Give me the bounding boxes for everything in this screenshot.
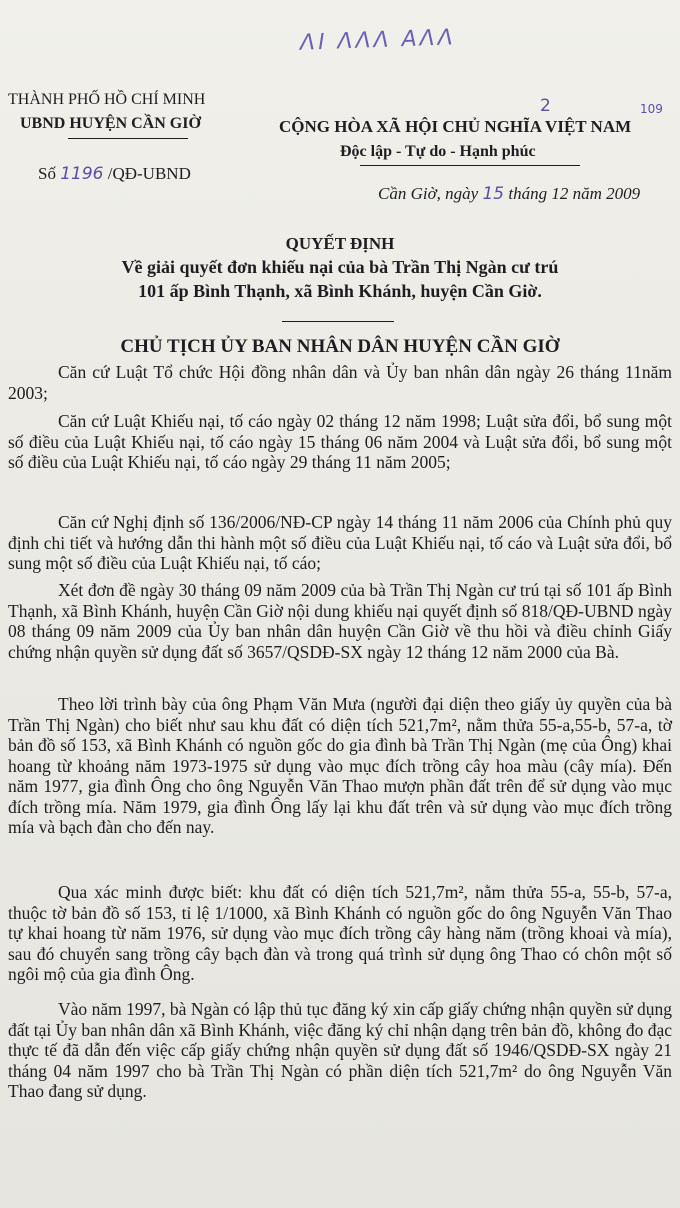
subject-line-2: 101 ấp Bình Thạnh, xã Bình Khánh, huyện Cần Giờ. — [138, 281, 542, 301]
issuing-city: THÀNH PHỐ HỒ CHÍ MINH — [8, 91, 206, 108]
date-day: 15 — [482, 184, 505, 204]
issue-date — [378, 184, 640, 204]
date-prefix: Cần Giờ, ngày — [378, 184, 479, 203]
national-motto: Độc lập - Tự do - Hạnh phúc — [340, 143, 536, 160]
subject-line-1: Về giải quyết đơn khiếu nại của bà Trần Thị Ngàn cư trú — [121, 257, 559, 277]
issuing-authority: CHỦ TỊCH ỦY BAN NHÂN DÂN HUYỆN CẦN GIỜ — [120, 336, 560, 357]
number-value: 1196 — [60, 164, 104, 184]
petition-review: Xét đơn đề ngày 30 tháng 09 năm 2009 của bà Trần Thị Ngàn cư trú tại số 101 ấp Bình Thạnh, xã Bình Khánh, huyện Cần Giờ nội dung khiếu nại quyết định số 818/QĐ-UBND ngày 08 tháng 09 năm 2009 của Ủy ban nhân dân huyện Cần Giờ về thu hồi và điều chỉnh Giấy chứng nhận quyền sử dụng đất số 3657/QSDĐ-SX ngày 12 tháng 12 năm 2000 của Bà. — [8, 580, 672, 662]
representative-statement: Theo lời trình bày của ông Phạm Văn Mưa (người đại diện theo giấy ủy quyền của bà Trần Thị Ngàn) cho biết như sau khu đất có diện tích 521,7m², nằm thửa 55-a,55-b, 57-a, tờ bản đồ số 153, xã Bình Khánh có nguồn gốc do gia đình bà Trần Thị Ngàn (mẹ của Ông) khai hoang từ khoảng năm 1973-1975 sử dụng vào mục đích trồng cây hoa màu (cây mía). Đến năm 1977, gia đình Ông cho ông Nguyễn Văn Thao mượn phần đất trên để sử dụng vào mục đích trồng mía. Năm 1979, gia đình Ông lấy lại khu đất trên và sử dụng vào mục đích trồng mía và bạch đàn cho đến nay. — [8, 694, 672, 837]
corner-mark: 109 — [640, 102, 663, 116]
legal-basis-1: Căn cứ Luật Tổ chức Hội đồng nhân dân và Ủy ban nhân dân ngày 26 tháng 11năm 2003; — [8, 362, 672, 403]
legal-basis-3: Căn cứ Nghị định số 136/2006/NĐ-CP ngày 14 tháng 11 năm 2006 của Chính phủ quy định chi tiết và hướng dẫn thi hành một số điều của Luật Khiếu nại, tố cáo và Luật sửa đổi, bổ sung một số điều của Luật Khiếu nại, tố cáo; — [8, 512, 672, 573]
number-suffix: /QĐ-UBND — [107, 164, 191, 183]
page-mark: 2 — [540, 96, 551, 116]
date-rest: tháng 12 năm 2009 — [508, 184, 641, 203]
issuing-agency: UBND HUYỆN CẦN GIỜ — [20, 115, 201, 132]
handwritten-note: ΛΙ ΛΛΛ ΑΛΛ — [299, 25, 457, 56]
document-number — [38, 164, 191, 184]
registration-history: Vào năm 1997, bà Ngàn có lập thủ tục đăng ký xin cấp giấy chứng nhận quyền sử dụng đất tại Ủy ban nhân dân xã Bình Khánh, việc đăng ký chỉ nhận dạng trên bản đồ, không đo đạc thực tế đã dẫn đến việc cấp giấy chứng nhận quyền sử dụng đất số 1946/QSDĐ-SX ngày 21 tháng 04 năm 1997 cho bà Trần Thị Ngàn có phần diện tích 521,7m² do ông Nguyễn Văn Thao đang sử dụng. — [8, 999, 672, 1101]
number-prefix: Số — [38, 164, 56, 183]
document-type-heading: QUYẾT ĐỊNH — [285, 234, 395, 253]
nation-title: CỘNG HÒA XÃ HỘI CHỦ NGHĨA VIỆT NAM — [279, 117, 632, 136]
verification-findings: Qua xác minh được biết: khu đất có diện tích 521,7m², nằm thửa 55-a, 55-b, 57-a, thuộc tờ bản đồ số 153, tỉ lệ 1/1000, xã Bình Khánh có nguồn gốc do ông Nguyễn Văn Thao tự khai hoang từ năm 1976, sử dụng vào mục đích trồng cây hàng năm (trồng khoai và mía), sau đó chuyển sang trồng cây bạch đàn và trong quá trình sử dụng ông Thao có chôn một số ngôi mộ của gia đình Ông. — [8, 882, 672, 984]
motto-underline — [360, 165, 580, 166]
title-divider — [282, 321, 394, 322]
legal-basis-2: Căn cứ Luật Khiếu nại, tố cáo ngày 02 tháng 12 năm 1998; Luật sửa đổi, bổ sung một số điều của Luật Khiếu nại, tố cáo ngày 15 tháng 06 năm 2004 và Luật sửa đổi, bổ sung một số điều của Luật Khiếu nại, tố cáo ngày 29 tháng 11 năm 2005; — [8, 411, 672, 472]
agency-underline — [68, 138, 188, 139]
